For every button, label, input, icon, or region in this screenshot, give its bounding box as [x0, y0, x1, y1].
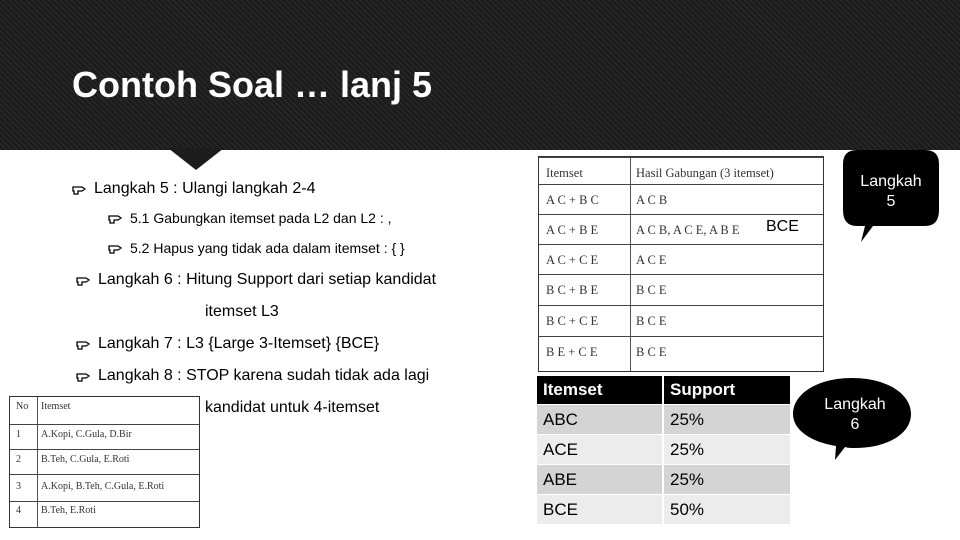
table-header-row [537, 376, 790, 404]
table-row [539, 305, 823, 336]
table-header-row [10, 397, 199, 424]
table-cell: B.Teh, E.Roti [41, 505, 96, 516]
bullet-text: 5.1 Gabungkan itemset pada L2 dan L2 : , [130, 210, 392, 226]
bullet-langkah-5-1 [108, 210, 392, 226]
table-row [539, 274, 823, 305]
hand-pointing-icon [76, 370, 92, 382]
hand-pointing-icon [72, 183, 88, 195]
table-cell: A C + B E [546, 222, 599, 237]
callout-text-langkah-6 [796, 395, 914, 435]
table-cell: 3 [16, 481, 21, 492]
table-row [537, 495, 790, 524]
combination-table [538, 156, 824, 372]
table-cell: B.Teh, C.Gula, E.Roti [41, 454, 130, 465]
bullet-langkah-6 [76, 271, 436, 289]
header-cell: Hasil Gabungan (3 itemset) [636, 165, 774, 180]
table-row [537, 465, 790, 494]
callout-line: 6 [850, 416, 860, 433]
table-row [10, 449, 199, 475]
table-cell: 2 [16, 454, 21, 465]
slide-title: Contoh Soal … lanj 5 [72, 64, 433, 105]
bullet-text: Langkah 8 : STOP karena sudah tidak ada lagi [98, 367, 430, 384]
hand-pointing-icon [108, 212, 124, 224]
table-row [539, 184, 823, 215]
header-cell: Itemset [546, 165, 583, 180]
bullet-langkah-6-continuation: itemset L3 [205, 303, 279, 320]
hand-pointing-icon [76, 274, 92, 286]
table-cell: A C B [636, 192, 668, 207]
table-row [10, 501, 199, 528]
table-cell: B C + C E [546, 313, 599, 328]
table-row [539, 336, 823, 367]
support-table [537, 376, 790, 525]
bullet-text: Langkah 5 : Ulangi langkah 2-4 [94, 180, 316, 197]
header-cell: Itemset [41, 401, 71, 412]
bullet-text: Langkah 6 : Hitung Support dari setiap kandidat [98, 271, 437, 288]
table-cell: B C E [636, 282, 667, 297]
bullet-langkah-7 [76, 335, 379, 353]
hand-pointing-icon [108, 242, 124, 254]
table-row [537, 405, 790, 434]
table-cell: B E + C E [546, 344, 598, 359]
transactions-table [9, 396, 200, 528]
table-cell: A.Kopi, B.Teh, C.Gula, E.Roti [41, 481, 165, 492]
table-cell: ACE [543, 439, 578, 459]
table-cell: 25% [662, 435, 790, 464]
hand-pointing-icon [76, 338, 92, 350]
bullet-langkah-8-continuation: kandidat untuk 4-itemset [205, 399, 380, 416]
table-cell: A C + B C [546, 192, 599, 207]
table-cell: A C + C E [546, 252, 599, 267]
table-cell: 25% [662, 405, 790, 434]
bullet-langkah-8 [76, 367, 429, 385]
bullet-langkah-5 [72, 180, 316, 198]
table-row [537, 435, 790, 464]
table-cell: ABE [543, 469, 578, 489]
table-cell: 4 [16, 505, 21, 516]
table-row [10, 474, 199, 502]
header-cell: Support [662, 376, 790, 404]
table-cell: BCE [543, 499, 578, 519]
table-cell: A C E [636, 252, 667, 267]
table-row [10, 424, 199, 450]
table-cell: B C + B E [546, 282, 599, 297]
table-cell: A C B, A C E, A B E [636, 222, 740, 237]
bullet-text: 5.2 Hapus yang tidak ada dalam itemset : { } [130, 240, 405, 256]
table-cell: ABC [543, 409, 578, 429]
table-cell: 50% [662, 495, 790, 524]
bullet-text: Langkah 7 : L3 {Large 3-Itemset} {BCE} [98, 335, 380, 352]
table-cell: 25% [662, 465, 790, 494]
bullet-langkah-5-2 [108, 240, 405, 256]
callout-line: Langkah [824, 396, 886, 413]
callout-line: Langkah [860, 173, 922, 190]
title-banner-notch [168, 148, 224, 170]
header-cell: No [16, 401, 29, 412]
table-cell: A.Kopi, C.Gula, D.Bir [41, 429, 132, 440]
header-cell: Itemset [543, 380, 603, 399]
table-cell: B C E [636, 313, 667, 328]
bce-label: BCE [766, 218, 799, 235]
table-cell: B C E [636, 344, 667, 359]
table-row [539, 244, 823, 275]
table-cell: 1 [16, 429, 21, 440]
callout-line: 5 [886, 193, 896, 210]
callout-text-langkah-5 [843, 172, 939, 212]
